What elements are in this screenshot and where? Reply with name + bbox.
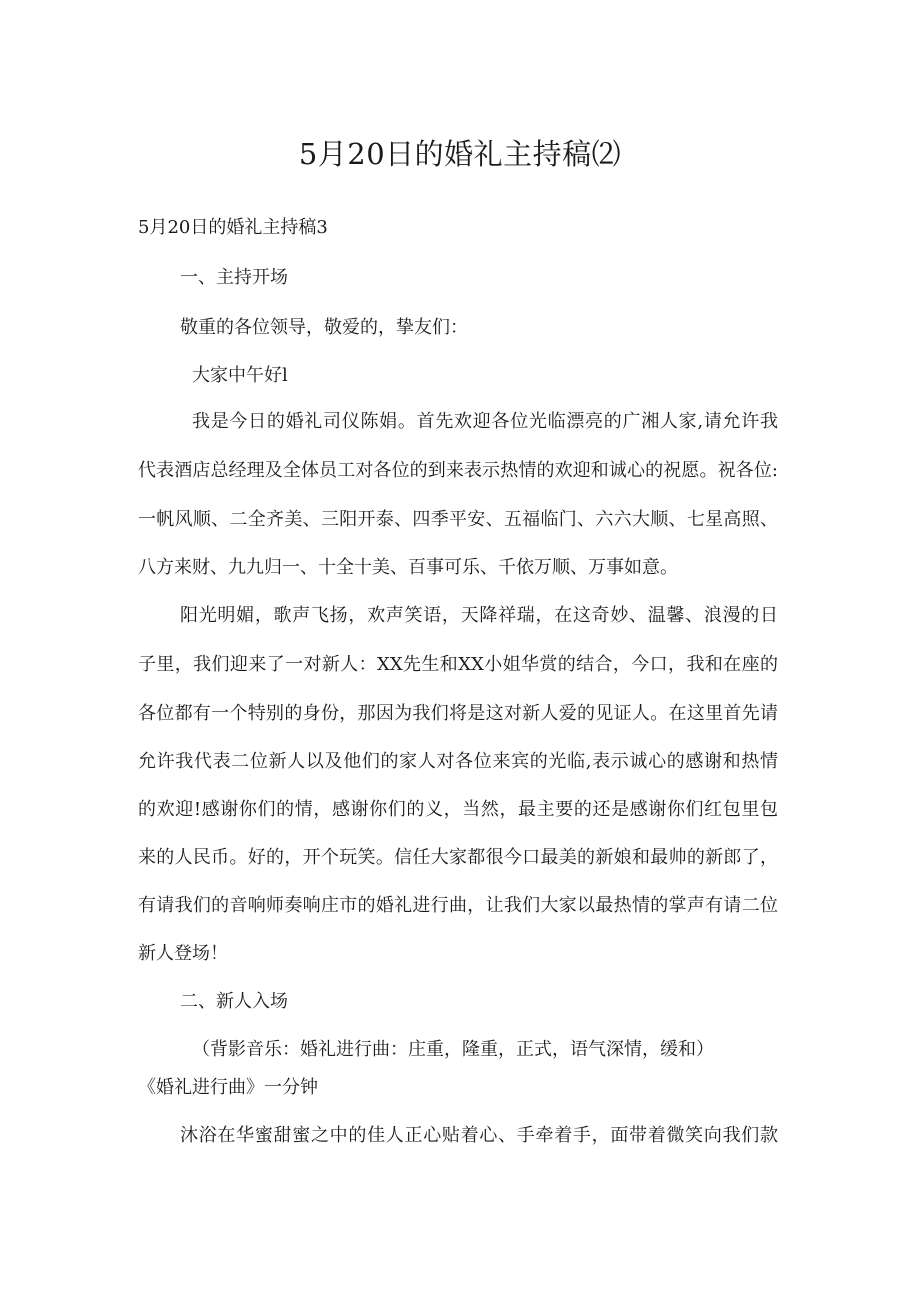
section-heading-entrance: 二、新人入场	[180, 991, 288, 1012]
paragraph-3-line-1: 沐浴在华蜜甜蜜之中的佳人正心贴着心、手牵着手，面带着微笑向我们款	[180, 1125, 778, 1146]
greeting-line: 敬重的各位领导，敬爱的，挚友们：	[180, 317, 468, 338]
paragraph-1-line-2: 代表酒店总经理及全体员工对各位的到来表示热情的欢迎和诚心的祝愿。祝各位:	[138, 460, 778, 481]
paragraph-1-line-3: 一帆风顺、二全齐美、三阳开泰、四季平安、五福临门、六六大顺、七星高照、	[138, 509, 778, 530]
paragraph-2-line-1: 阳光明媚，歌声飞扬，欢声笑语，天降祥瑞，在这奇妙、温馨、浪漫的日	[180, 605, 778, 626]
section-heading-opening: 一、主持开场	[180, 267, 288, 288]
document-subtitle: 5月20日的婚礼主持稿3	[138, 217, 328, 238]
paragraph-2-line-8: 新人登场！	[138, 943, 228, 964]
paragraph-2-line-5: 的欢迎!感谢你们的情，感谢你们的义，当然，最主要的还是感谢你们红包里包	[138, 799, 778, 820]
paragraph-2-line-2: 子里，我们迎来了一对新人：XX先生和XX小姐华赏的结合，今口，我和在座的	[138, 654, 778, 675]
paragraph-2-line-6: 来的人民币。好的，开个玩笑。信任大家都很今口最美的新娘和最帅的新郎了，	[138, 847, 778, 868]
paragraph-1-line-4: 八方来财、九九归一、十全十美、百事可乐、千依万顺、万事如意。	[138, 557, 678, 578]
music-duration: 《婚礼进行曲》一分钟	[138, 1077, 318, 1098]
document-title: 5月20日的婚礼主持稿⑵	[298, 137, 622, 171]
music-note: （背影音乐：婚礼进行曲：庄重，隆重，正式，语气深情，缓和）	[192, 1039, 714, 1060]
paragraph-2-line-3: 各位都有一个特别的身份，那因为我们将是这对新人爱的见证人。在这里首先请	[138, 703, 778, 724]
paragraph-2-line-7: 有请我们的音响师奏响庄市的婚礼进行曲，让我们大家以最热情的掌声有请二位	[138, 895, 778, 916]
paragraph-1-line-1: 我是今日的婚礼司仪陈娟。首先欢迎各位光临漂亮的广湘人家,请允许我	[192, 411, 778, 432]
paragraph-2-line-4: 允许我代表二位新人以及他们的家人对各位来宾的光临,表示诚心的感谢和热情	[138, 751, 778, 772]
hello-line: 大家中午好l	[192, 365, 288, 386]
